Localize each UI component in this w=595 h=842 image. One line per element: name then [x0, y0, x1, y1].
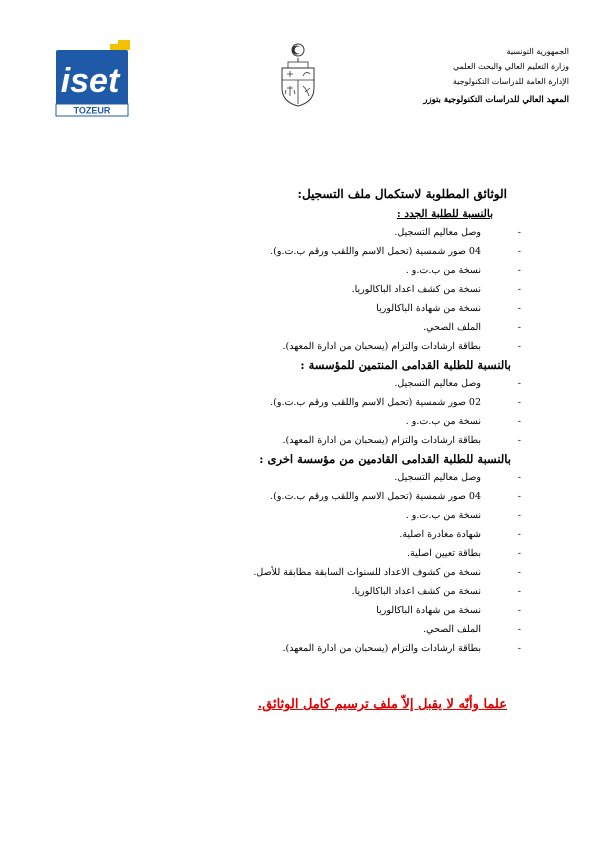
logo-letters: iset: [60, 62, 120, 100]
section-heading-returning-students: بالنسبة للطلبة القدامى المنتمين للمؤسسة :: [300, 358, 511, 372]
page-title: الوثائق المطلوبة لاستكمال ملف التسجيل:: [297, 187, 507, 201]
iset-tozeur-logo: [50, 40, 134, 118]
requirements-content: [85, 183, 525, 658]
list-item: - نسخة من ب.ت.و .: [405, 265, 521, 276]
list-item: - نسخة من كشف اعداد الباكالوريا.: [351, 586, 521, 597]
list-item: - وصل معاليم التسجيل.: [394, 472, 521, 483]
header-institute: المعهد العالي للدراسات التكنولوجية بتوزر: [423, 95, 569, 105]
section-heading-transfer-students: بالنسبة للطلبة القدامى القادمين من مؤسسة اخرى :: [259, 452, 511, 466]
section-heading-new-students: بالنسبة للطلبة الجدد :: [396, 208, 493, 220]
list-item: - شهادة مغادرة اصلية.: [399, 529, 521, 540]
list-item: - بطاقة ارشادات والتزام (يسحبان من ادارة المعهد).: [282, 435, 521, 446]
list-item: - بطاقة ارشادات والتزام (يسحبان من ادارة المعهد).: [282, 341, 521, 352]
new-students-list: [85, 223, 525, 356]
list-item: - 04 صور شمسية (تحمل الاسم واللقب ورقم ب.ت.و).: [270, 246, 521, 257]
list-item: - نسخة من كشوف الاعداد للسنوات السابقة مطابقة للأصل.: [253, 567, 521, 578]
header-directorate: الإدارة العامة للدراسات التكنولوجية: [452, 77, 569, 86]
list-item: - نسخة من ب.ت.و .: [405, 416, 521, 427]
list-item: - نسخة من شهادة الباكالوريا: [376, 303, 521, 314]
list-item: - نسخة من شهادة الباكالوريا: [376, 605, 521, 616]
list-item: - 02 صور شمسية (تحمل الاسم واللقب ورقم ب.ت.و).: [270, 397, 521, 408]
transfer-students-list: [85, 468, 525, 658]
header-institution: [339, 44, 569, 108]
list-item: - وصل معاليم التسجيل.: [394, 227, 521, 238]
header-republic: الجمهورية التونسية: [506, 47, 569, 56]
list-item: - الملف الصحي.: [423, 624, 521, 635]
logo-caption: TOZEUR: [73, 105, 111, 116]
list-item: - الملف الصحي.: [423, 322, 521, 333]
list-item: - بطاقة تعيين اصلية.: [406, 548, 521, 559]
list-item: - نسخة من ب.ت.و .: [405, 510, 521, 521]
list-item: - نسخة من كشف اعداد الباكالوريا.: [351, 284, 521, 295]
header-ministry: وزارة التعليم العالي والبحث العلمي: [453, 62, 569, 71]
list-item: - وصل معاليم التسجيل.: [394, 378, 521, 389]
returning-students-list: [85, 374, 525, 450]
list-item: - بطاقة ارشادات والتزام (يسحبان من ادارة المعهد).: [282, 643, 521, 654]
list-item: - 04 صور شمسية (تحمل الاسم واللقب ورقم ب.ت.و).: [270, 491, 521, 502]
complete-file-note: علما وأنّه لا يقبل إلاّ ملف ترسيم كامل الوثائق.: [257, 697, 507, 712]
coat-of-arms-icon: [276, 42, 320, 108]
